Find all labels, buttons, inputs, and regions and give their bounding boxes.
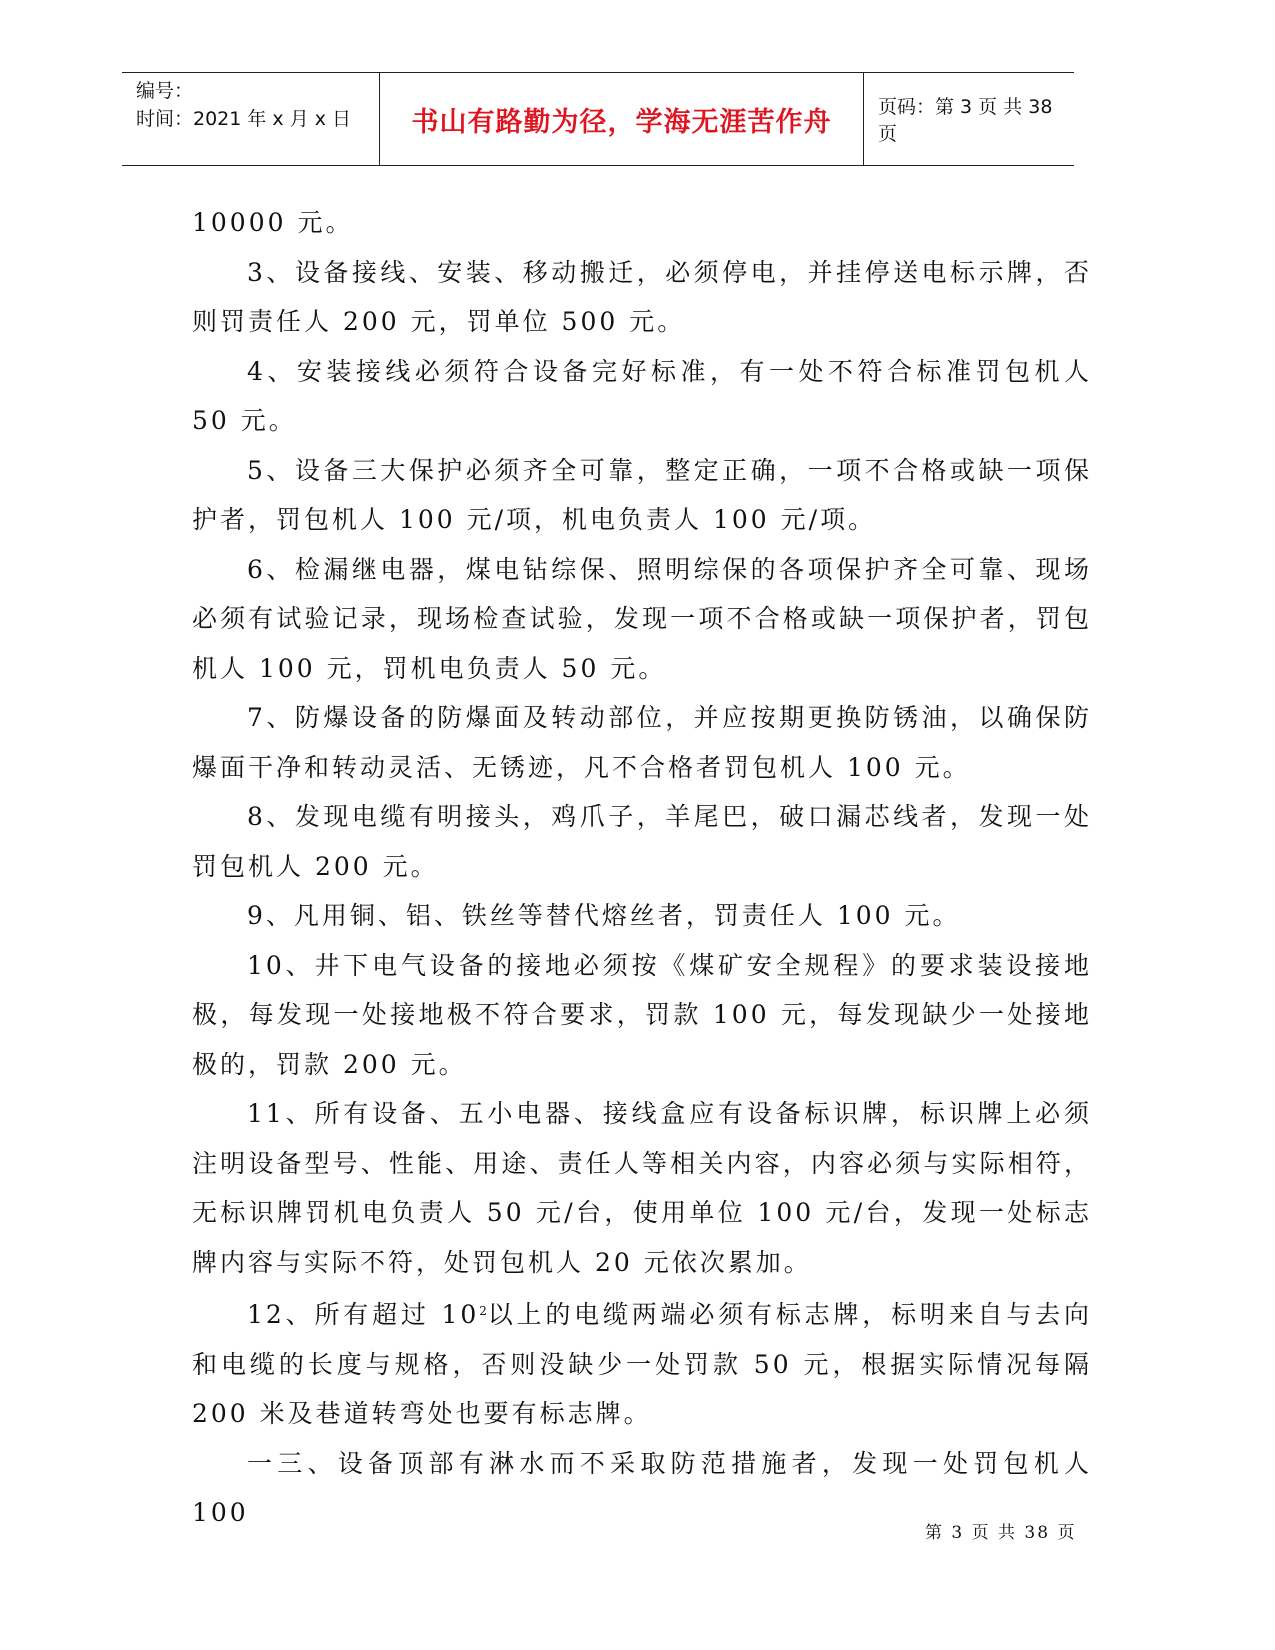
page-header [122, 72, 1074, 166]
paragraph: 11、所有设备、五小电器、接线盒应有设备标识牌，标识牌上必须注明设备型号、性能、用途、责任人等相关内容，内容必须与实际相符，无标识牌罚机电负责人 50 元/台，使用单位 100 元/台，发现一处标志牌内容与实际不符，处罚包机人 20 元依次累加。 [192, 1099, 1092, 1277]
paragraph-text: 以上的电缆两端必须有标志牌，标明来自与去向和电缆的长度与规格，否则没缺少一处罚款 50 元，根据实际情况每隔 200 米及巷道转弯处也要有标志牌。 [192, 1300, 1092, 1428]
paragraph: 3、设备接线、安装、移动搬迁，必须停电，并挂停送电标示牌，否则罚责任人 200 元，罚单位 500 元。 [192, 257, 1092, 336]
paragraph: 一三、设备顶部有淋水而不采取防范措施者，发现一处罚包机人 100 [192, 1448, 1092, 1527]
paragraph: 9、凡用铜、铝、铁丝等替代熔丝者，罚责任人 100 元。 [247, 901, 961, 930]
paragraph: 7、防爆设备的防爆面及转动部位，并应按期更换防锈油，以确保防爆面干净和转动灵活、无锈迹，凡不合格者罚包机人 100 元。 [192, 703, 1092, 782]
header-motto: 书山有路勤为径，学海无涯苦作舟 [380, 73, 864, 165]
paragraph: 5、设备三大保护必须齐全可靠，整定正确，一项不合格或缺一项保护者，罚包机人 100 元/项，机电负责人 100 元/项。 [192, 455, 1092, 534]
header-meta [122, 73, 380, 165]
paragraph: 10000 元。 [192, 208, 354, 237]
paragraph: 10、井下电气设备的接地必须按《煤矿安全规程》的要求装设接地极，每发现一处接地极不符合要求，罚款 100 元，每发现缺少一处接地极的，罚款 200 元。 [192, 950, 1092, 1079]
document-body [192, 198, 1092, 1538]
paragraph: 6、检漏继电器，煤电钻综保、照明综保的各项保护齐全可靠、现场必须有试验记录，现场检查试验，发现一项不合格或缺一项保护者，罚包机人 100 元，罚机电负责人 50 元。 [192, 554, 1092, 683]
page-footer: 第 3 页 共 38 页 [925, 1523, 1077, 1543]
paragraph-text: 12、所有超过 10 [247, 1300, 480, 1329]
paragraph [192, 1287, 1092, 1439]
document-number-label: 编号： [136, 80, 194, 102]
header-page-info: 页码：第 3 页 共 38 页 [878, 96, 1053, 145]
paragraph: 4、安装接线必须符合设备完好标准，有一处不符合标准罚包机人 50 元。 [192, 356, 1092, 435]
paragraph: 8、发现电缆有明接头，鸡爪子，羊尾巴，破口漏芯线者，发现一处罚包机人 200 元。 [192, 802, 1092, 881]
superscript: 2 [479, 1304, 487, 1318]
document-date: 时间：2021 年 x 月 x 日 [136, 108, 352, 130]
